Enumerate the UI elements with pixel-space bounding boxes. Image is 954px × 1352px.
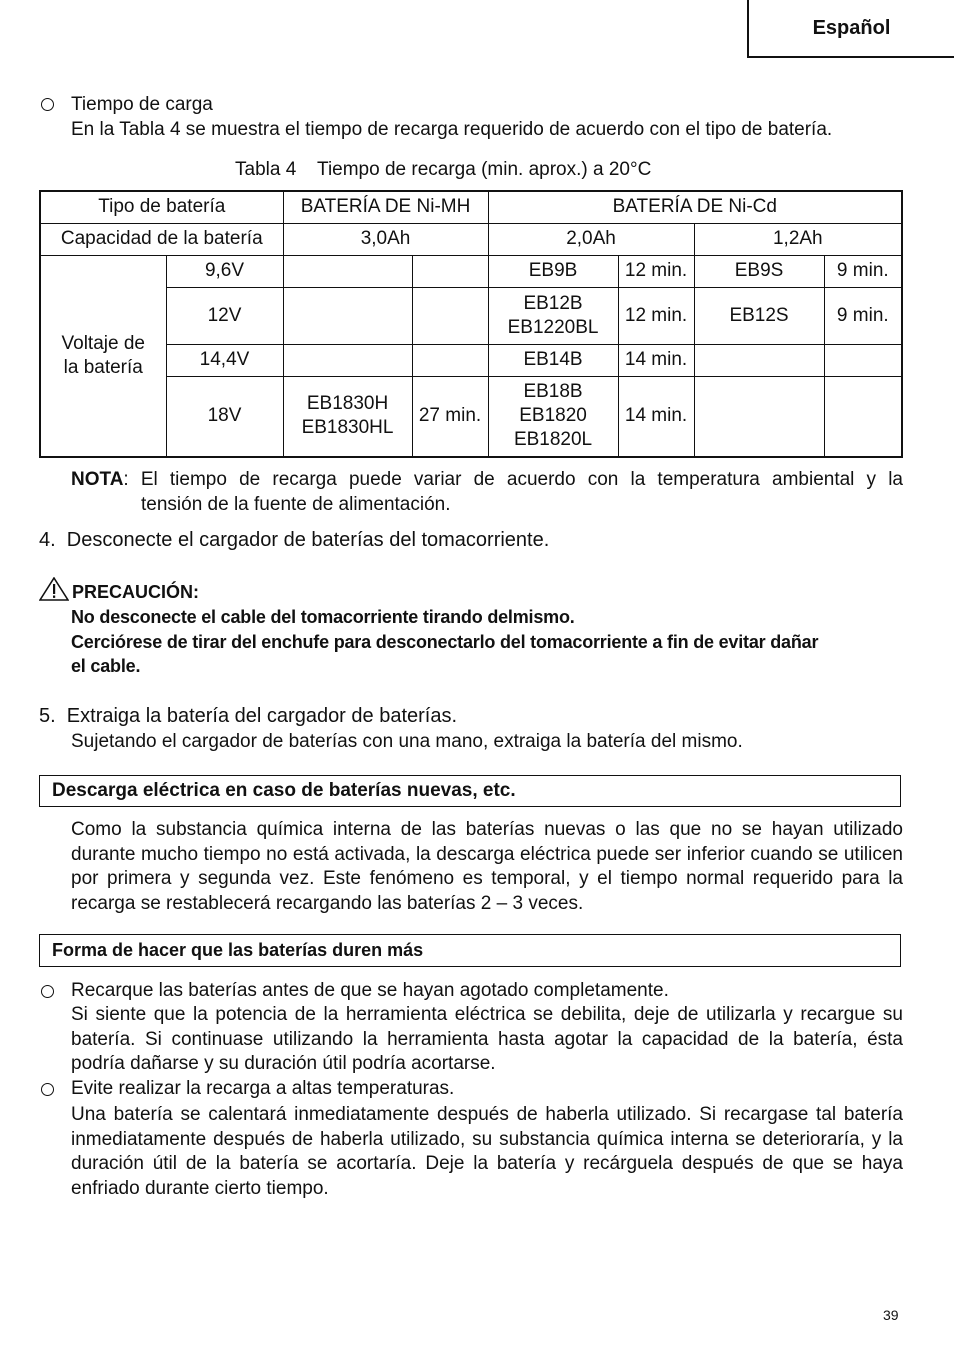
table-row — [40, 376, 902, 457]
nimh-time-cell — [412, 255, 488, 287]
table-caption: Tabla 4 Tiempo de recarga (min. aprox.) a 20°C — [235, 159, 652, 180]
nicd12-time-cell: 9 min. — [824, 255, 902, 287]
voltage-header — [40, 255, 166, 457]
nimh-header: BATERÍA DE Ni-MH — [283, 191, 488, 223]
bullet-circle-icon — [41, 98, 54, 111]
warning-icon — [39, 577, 69, 601]
voltage-cell: 18V — [166, 376, 283, 457]
voltage-cell: 14,4V — [166, 344, 283, 376]
capacity-cell: 2,0Ah — [488, 223, 694, 255]
note-text-cont: tensión de la fuente de alimentación. — [141, 493, 451, 515]
nicd12-time-cell: 9 min. — [824, 287, 902, 344]
nicd20-model-cell: EB9B — [488, 255, 618, 287]
nimh-model-cell — [283, 344, 412, 376]
capacity-header: Capacidad de la batería — [40, 223, 283, 255]
nicd20-time-cell: 14 min. — [618, 344, 694, 376]
nimh-model-cell — [283, 255, 412, 287]
tip-text: Una batería se calentará inmediatamente después de haberla utilizado. Si recargase tal batería inmediatamente después de haberla utilizado, su substancia química interna se deterioraría, y la duración útil de la batería se acortaría. Deje la batería y recárguela después de que se haya enfriado durante cierto tiempo. — [71, 1104, 903, 1199]
language-label: Español — [747, 0, 954, 58]
voltage-header-text: Voltaje de la batería — [61, 332, 145, 378]
caution-text — [71, 605, 903, 679]
nicd12-time-cell — [824, 376, 902, 457]
caution-title: PRECAUCIÓN: — [72, 582, 200, 602]
nimh-time-cell — [412, 287, 488, 344]
section-heading: Descarga eléctrica en caso de baterías nuevas, etc. — [39, 775, 901, 807]
nicd-header: BATERÍA DE Ni-Cd — [488, 191, 902, 223]
tip-title: Recarque las baterías antes de que se hayan agotado completamente. — [71, 980, 669, 1001]
step-4: 4. Desconecte el cargador de baterías del tomacorriente. — [39, 529, 550, 551]
nicd20-model-cell: EB18B EB1820 EB1820L — [488, 376, 618, 457]
nicd12-model-cell — [694, 344, 824, 376]
bullet-circle-icon — [41, 1083, 54, 1096]
nicd12-model-cell: EB12S — [694, 287, 824, 344]
voltage-cell: 12V — [166, 287, 283, 344]
table-row — [40, 255, 902, 287]
battery-type-header: Tipo de batería — [40, 191, 283, 223]
caution-line: No desconecte el cable del tomacorriente tirando delmismo. — [71, 607, 575, 627]
page-number: 39 — [883, 1307, 899, 1323]
step-5-title: 5. Extraiga la batería del cargador de baterías. — [39, 705, 458, 727]
step-5-text: Sujetando el cargador de baterías con una mano, extraiga la batería del mismo. — [71, 731, 743, 752]
nicd20-model-cell: EB12B EB1220BL — [488, 287, 618, 344]
section-heading: Forma de hacer que las baterías duren más — [39, 934, 901, 967]
table-row — [40, 344, 902, 376]
capacity-cell: 3,0Ah — [283, 223, 488, 255]
nimh-model-cell: EB1830H EB1830HL — [283, 376, 412, 457]
nicd20-time-cell: 12 min. — [618, 287, 694, 344]
note — [71, 468, 903, 517]
capacity-cell: 1,2Ah — [694, 223, 902, 255]
table-row — [40, 287, 902, 344]
caution-line: Cerciórese de tirar del enchufe para desconectarlo del tomacorriente a fin de evitar dañar — [71, 631, 819, 652]
nicd12-time-cell — [824, 344, 902, 376]
note-label: NOTA — [71, 469, 124, 490]
nicd12-model-cell — [694, 376, 824, 457]
charge-time-table — [39, 190, 903, 458]
bullet-circle-icon — [41, 985, 54, 998]
charge-time-heading: Tiempo de carga — [71, 94, 213, 115]
nimh-time-cell — [412, 344, 488, 376]
nimh-time-cell: 27 min. — [412, 376, 488, 457]
nicd12-model-cell: EB9S — [694, 255, 824, 287]
note-text: : El tiempo de recarga puede variar de acuerdo con la temperatura ambiental y la — [123, 469, 903, 490]
caution-line: el cable. — [71, 656, 141, 676]
tip-text: Si siente que la potencia de la herramienta eléctrica se debilita, deje de utilizarla y recargue su batería. Si continuase utilizando la herramienta hasta agotar la capacidad de la batería, ésta podría dañarse y su duración útil podría acortarse. — [71, 1004, 903, 1074]
charge-time-text: En la Tabla 4 se muestra el tiempo de recarga requerido de acuerdo con el tipo de batería. — [71, 119, 833, 140]
section-paragraph: Como la substancia química interna de las baterías nuevas o las que no se hayan utilizado durante mucho tiempo no está activada, la descarga eléctrica puede ser inferior cuando se utilicen por primera y segunda vez. Este fenómeno es temporal, y el tiempo normal requerido para la recarga se restablecerá recargando las baterías 2 – 3 veces. — [71, 819, 903, 914]
nicd20-model-cell: EB14B — [488, 344, 618, 376]
nimh-model-cell — [283, 287, 412, 344]
voltage-cell: 9,6V — [166, 255, 283, 287]
tip-title: Evite realizar la recarga a altas temperaturas. — [71, 1078, 455, 1099]
nicd20-time-cell: 14 min. — [618, 376, 694, 457]
nicd20-time-cell: 12 min. — [618, 255, 694, 287]
